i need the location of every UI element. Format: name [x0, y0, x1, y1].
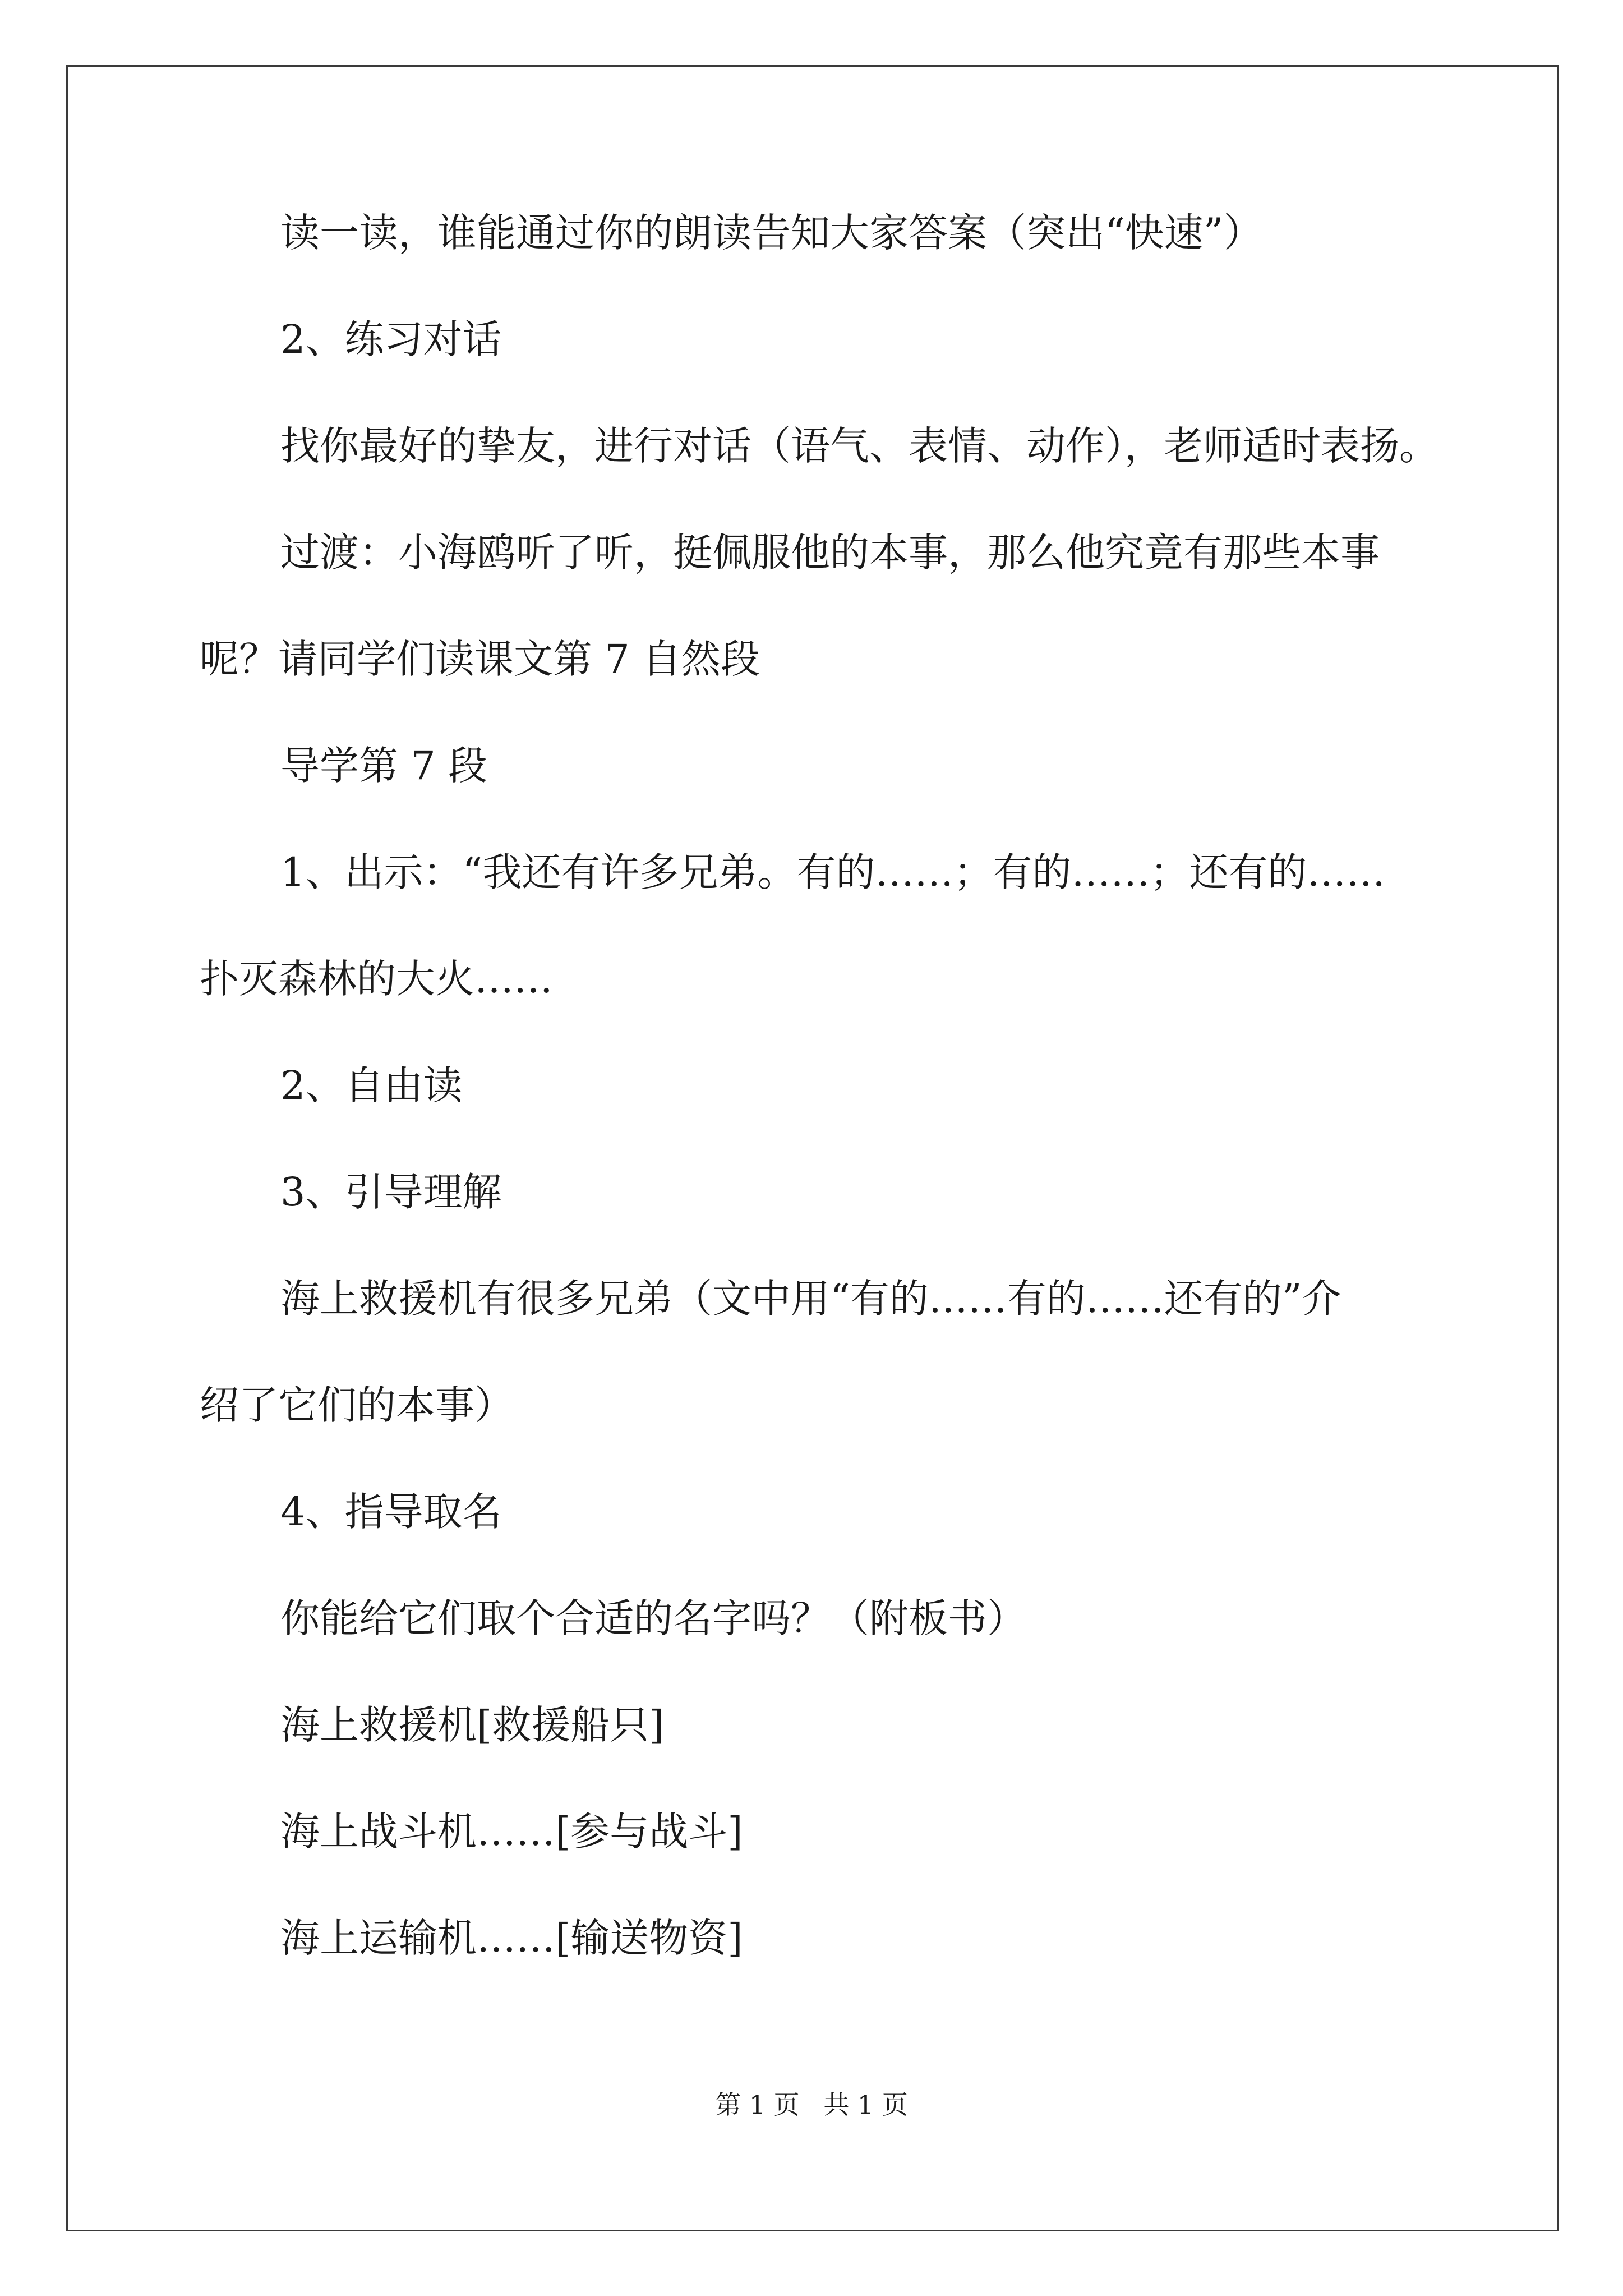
text-line-5: 呢？请同学们读课文第 7 自然段 [200, 636, 760, 682]
page-number-total: 共 1 页 [823, 2090, 908, 2120]
text-line-15: 海上救援机[救援船只] [280, 1702, 665, 1748]
text-line-7: 1、出示：“我还有许多兄弟。有的……；有的……；还有的…… [280, 849, 1386, 895]
text-line-4: 过渡：小海鸥听了听，挺佩服他的本事，那么他究竟有那些本事 [280, 530, 1380, 576]
page-number-current: 第 1 页 [715, 2090, 800, 2120]
page-footer [0, 2088, 1623, 2122]
text-line-9: 2、自由读 [280, 1062, 463, 1108]
text-line-17: 海上运输机……[输送物资] [280, 1915, 743, 1961]
text-line-16: 海上战斗机……[参与战斗] [280, 1809, 743, 1855]
text-line-13: 4、指导取名 [280, 1489, 502, 1535]
text-line-14: 你能给它们取个合适的名字吗？（附板书） [280, 1595, 1026, 1641]
text-line-3: 找你最好的挚友，进行对话（语气、表情、动作），老师适时表扬。 [280, 423, 1438, 469]
text-line-10: 3、引导理解 [280, 1169, 502, 1215]
text-line-1: 读一读，谁能通过你的朗读告知大家答案（突出“快速”） [280, 210, 1263, 256]
text-line-11: 海上救援机有很多兄弟（文中用“有的……有的……还有的”介 [280, 1276, 1341, 1322]
text-line-12: 绍了它们的本事） [200, 1382, 514, 1428]
text-line-6: 导学第 7 段 [280, 743, 488, 789]
page-frame [66, 65, 1559, 2231]
text-line-2: 2、练习对话 [280, 316, 502, 362]
text-line-8: 扑灭森林的大火…… [200, 956, 553, 1002]
